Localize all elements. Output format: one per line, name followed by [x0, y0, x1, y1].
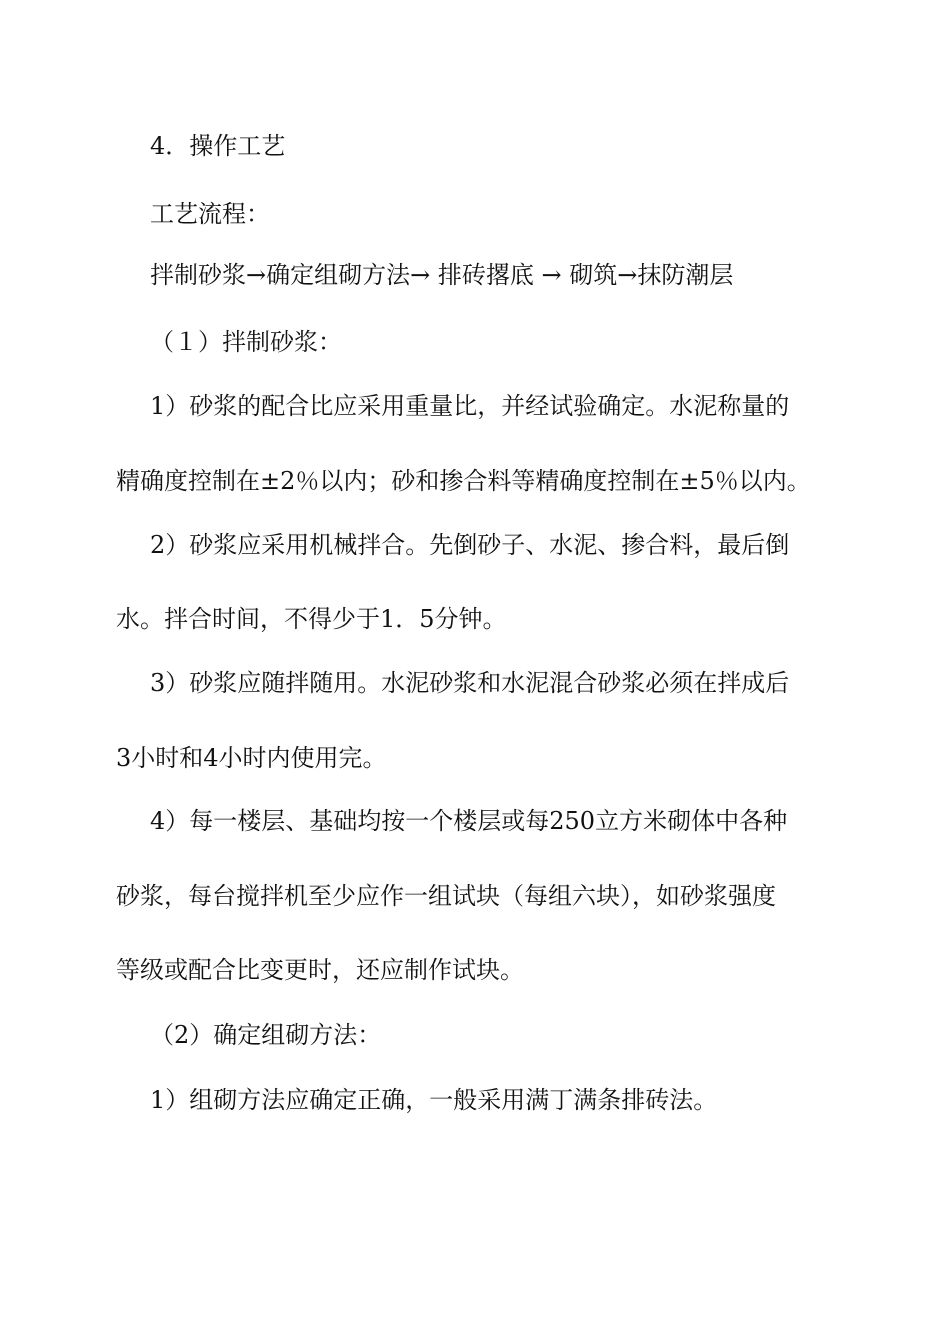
item2-line1: 2）砂浆应采用机械拌合。先倒砂子、水泥、掺合料，最后倒	[150, 531, 790, 559]
subsection-heading-mixing: （１）拌制砂浆：	[150, 328, 342, 356]
sub2-item1: 1）组砌方法应确定正确，一般采用满丁满条排砖法。	[150, 1086, 718, 1114]
item1-line1: 1）砂浆的配合比应采用重量比，并经试验确定。水泥称量的	[150, 392, 790, 420]
section-heading: 4．操作工艺	[150, 132, 286, 160]
item2-line2: 水。拌合时间，不得少于1．5分钟。	[116, 605, 507, 633]
item3-line2: 3小时和4小时内使用完。	[116, 744, 387, 772]
item4-line3: 等级或配合比变更时，还应制作试块。	[116, 956, 524, 984]
flow-steps: 拌制砂浆→确定组砌方法→ 排砖撂底 → 砌筑→抹防潮层	[150, 261, 734, 289]
item1-line2: 精确度控制在±2％以内；砂和掺合料等精确度控制在±5％以内。	[116, 467, 811, 495]
subsection-heading-bond: （2）确定组砌方法：	[150, 1021, 382, 1049]
flow-label: 工艺流程：	[150, 200, 270, 228]
item4-line1: 4）每一楼层、基础均按一个楼层或每250立方米砌体中各种	[150, 807, 788, 835]
item3-line1: 3）砂浆应随拌随用。水泥砂浆和水泥混合砂浆必须在拌成后	[150, 669, 790, 697]
item4-line2: 砂浆，每台搅拌机至少应作一组试块（每组六块），如砂浆强度	[116, 882, 776, 910]
